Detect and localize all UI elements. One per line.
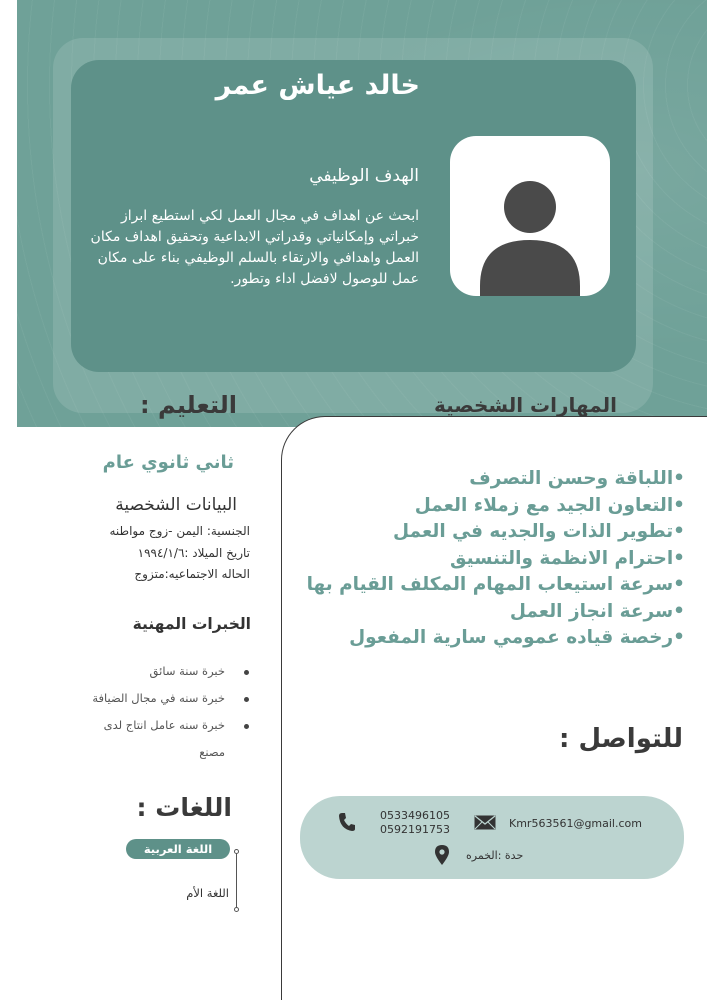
skills-heading: المهارات الشخصية: [433, 393, 617, 417]
personal-info-line: الجنسية: اليمن -زوج مواطنه: [109, 524, 250, 538]
phone-number-1[interactable]: 0533496105: [380, 809, 450, 822]
language-badge: اللغة العربية: [126, 839, 230, 859]
skill-item: •التعاون الجيد مع زملاء العمل: [414, 494, 685, 516]
experience-item: خبرة سنه عامل انتاج لدى مصنع: [79, 712, 249, 766]
personal-info-title: البيانات الشخصية: [115, 495, 237, 515]
email-address[interactable]: Kmr563561@gmail.com: [509, 817, 642, 830]
bullet-icon: [244, 670, 249, 675]
profile-photo: [450, 136, 610, 296]
mail-icon: [474, 815, 496, 830]
languages-heading: اللغات :: [136, 793, 232, 822]
timeline-dot: [234, 849, 239, 854]
avatar-placeholder-icon: [450, 136, 610, 296]
personal-info-line: تاريخ الميلاد :١٩٩٤/١/٦: [137, 546, 250, 560]
experience-item: خبرة سنة سائق: [79, 658, 249, 685]
skill-item: •سرعة استيعاب المهام المكلف القيام بها: [306, 574, 685, 595]
skill-item: •اللباقة وحسن التصرف: [469, 468, 685, 489]
location-pin-icon: [435, 845, 449, 865]
timeline-dot: [234, 907, 239, 912]
phone-icon: [338, 812, 356, 832]
education-value: ثاني ثانوي عام: [102, 452, 234, 473]
bullet-icon: [244, 697, 249, 702]
experience-heading: الخبرات المهنية: [132, 615, 251, 633]
personal-info-line: الحاله الاجتماعيه:متزوج: [134, 567, 250, 581]
skill-item: •سرعة انجاز العمل: [509, 600, 685, 622]
language-level: اللغة الأم: [186, 886, 229, 900]
objective-text: ابحث عن اهداف في مجال العمل لكي استطيع ابراز خبراتي وإمكانياتي وقدراتي الابداعية وتحقيق اهداف مكان العمل واهدافي والارتقاء بالسلم الوظيفي بناء على مكان عمل للوصول لافضل اداء وتطور.: [90, 208, 419, 287]
skill-item: •احترام الانظمة والتنسيق: [450, 547, 685, 569]
candidate-name: خالد عياش عمر: [215, 70, 420, 101]
phone-number-2[interactable]: 0592191753: [380, 823, 450, 836]
skills-list: [307, 466, 685, 652]
address: حدة :الخمره: [466, 849, 524, 862]
bullet-icon: [244, 724, 249, 729]
experience-list: [79, 658, 249, 766]
experience-item: خبرة سنه في مجال الضيافة: [79, 685, 249, 712]
language-timeline-line: [236, 851, 237, 909]
contact-box: [300, 796, 684, 879]
skill-item: •رخصة قياده عمومي سارية المفعول: [349, 627, 685, 648]
skill-item: •تطوير الذات والجديه في العمل: [393, 521, 685, 542]
contact-heading: للتواصل :: [559, 724, 683, 754]
education-heading: التعليم :: [140, 391, 237, 419]
objective-title: الهدف الوظيفي: [309, 166, 419, 186]
